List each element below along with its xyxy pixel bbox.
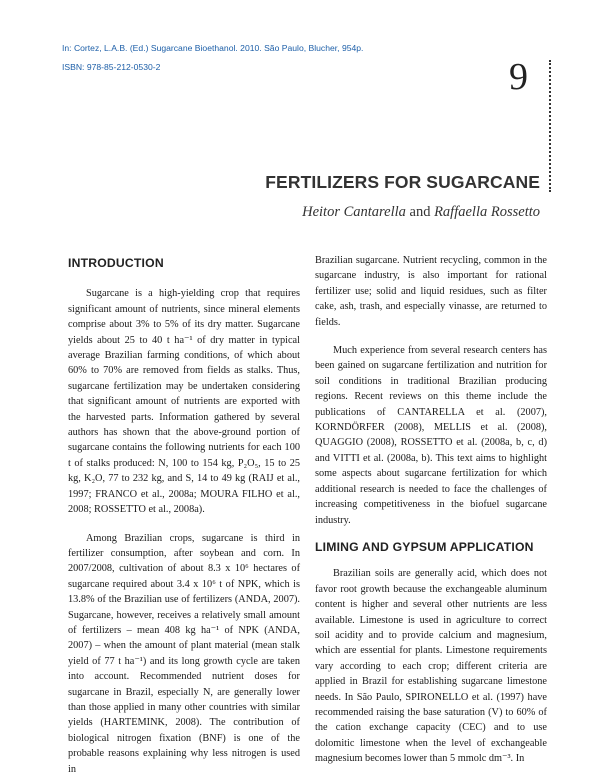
liming-paragraph-1: Brazilian soils are generally acid, which does not favor root growth because the exchangeable aluminum content is higher and several other nutrients are less available. Limestone is used in agriculture to correct soil acidity and to provide calcium and magnesium, which are essential for plants. Limestone requirements vary according to each crop; different criteria are applied in Brazil for establishing sugarcane limestone needs. In São Paulo, SPIRONELLO et al. (1997) have recommended raising the base saturation (V) to 60% of the cation exchange capacity (CEC) and to use dolomitic limestone when the level of exchangeable magnesium becomes lower than 5 mmolc dm⁻³. In — [315, 566, 547, 766]
citation-line[interactable]: In: Cortez, L.A.B. (Ed.) Sugarcane Bioethanol. 2010. São Paulo, Blucher, 954p. — [62, 43, 363, 53]
intro-paragraph-1: Sugarcane is a high-yielding crop that requires significant amount of nutrients, since mineral elements comprise about 3% to 5% of its dry matter. Sugarcane yields about 25 to 40 t ha⁻¹ of dry matter in typical average Brazilian farming conditions, of which about 60% to 70% are removed from fields as stalks. Thus, sugarcane fertilization may be undertaken considering that significant amount of nutrients are exported with the harvested parts. Information gathered by several authors has shown that the above-ground portion of sugarcane contains the following nutrients for each 100 t of stalks produced: N, 100 to 154 kg, P₂O₅, 15 to 25 kg, K₂O, 77 to 232 kg, and S, 14 to 49 kg (RAIJ et al., 1997; FRANCO et al., 2008a; MOURA FILHO et al., 2008; ROSSETTO et al., 2008a). — [68, 286, 300, 517]
author-1: Heitor Cantarella — [302, 204, 406, 220]
isbn-line[interactable]: ISBN: 978-85-212-0530-2 — [62, 62, 160, 72]
chapter-divider — [549, 60, 551, 192]
right-column — [315, 253, 547, 767]
intro-paragraph-3: Brazilian sugarcane. Nutrient recycling, common in the sugarcane industry, is also important for rational fertilizer use; solid and liquid residues, such as filter cake, ash, trash, and especially vinasse, are returned to fields. — [315, 253, 547, 330]
chapter-title: FERTILIZERS FOR SUGARCANE — [265, 172, 540, 193]
introduction-heading: INTRODUCTION — [68, 256, 300, 271]
liming-heading: LIMING AND GYPSUM APPLICATION — [315, 540, 547, 555]
left-column — [68, 253, 300, 777]
intro-paragraph-2: Among Brazilian crops, sugarcane is third in fertilizer consumption, after soybean and corn. In 2007/2008, cultivation of about 8.3 x 10⁶ hectares of sugarcane required about 3.4 x 10⁶ t of NPK, which is 13.8% of the Brazilian use of fertilizers (ANDA, 2007). Sugarcane, however, receives a relatively small amount of fertilizers – mean 408 kg ha⁻¹ of NPK (ANDA, 2007) – when the amount of plant material (mean stalk yield of 77 t ha⁻¹) and its long growth cycle are taken into account. Recommended nutrient doses for sugarcane in Brazil, especially N, are generally lower than those applied in many other countries with similar yields (HARTEMINK, 2008). The contribution of biological nitrogen fixation (BNF) is one of the probable reasons explaining why less nitrogen is used in — [68, 531, 300, 777]
authors-line — [302, 204, 540, 221]
intro-paragraph-4: Much experience from several research centers has been gained on sugarcane fertilization and nutrition for soil conditions in traditional Brazilian producing regions. Recent reviews on this theme include the publications of CANTARELLA et al. (2007), KORNDÖRFER (2008), MELLIS et al. (2008), QUAGGIO (2008), ROSSETTO et al. (2008a, b, c, d) and VITTI et al. (2008a, b). This text aims to highlight some aspects about sugarcane fertilization for which additional research is needed to face the challenges of increasing competitiveness in the biofuel sugarcane industry. — [315, 343, 547, 528]
authors-conjunction: and — [410, 204, 431, 220]
author-2: Raffaella Rossetto — [434, 204, 540, 220]
chapter-number: 9 — [509, 58, 528, 96]
